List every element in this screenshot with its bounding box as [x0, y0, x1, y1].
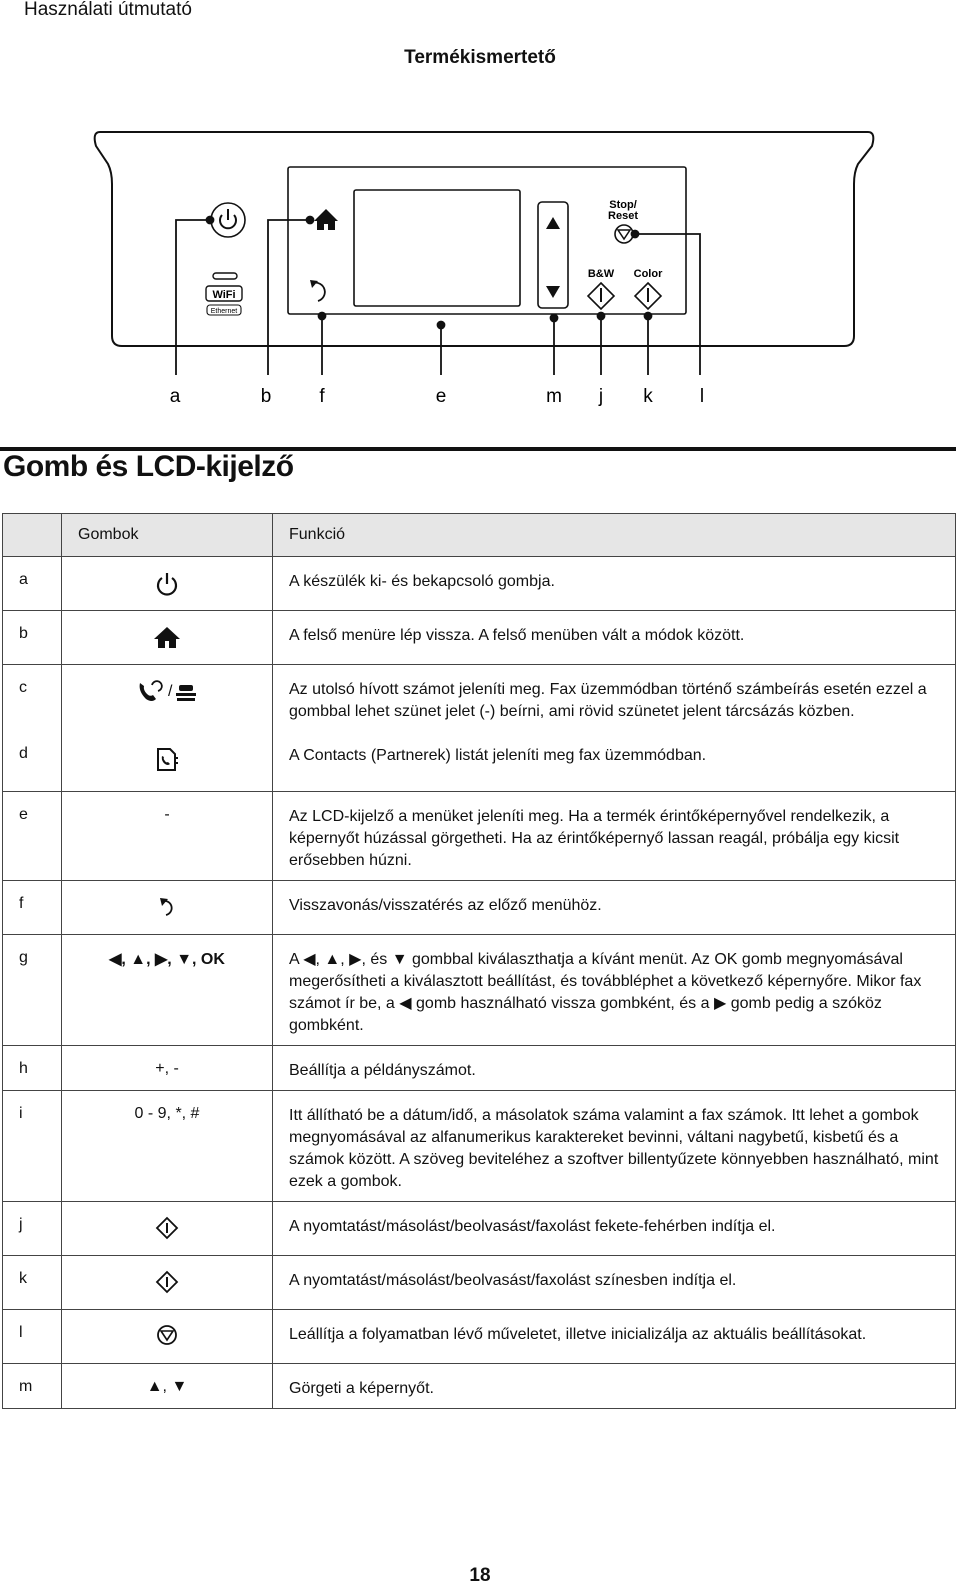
table-row: [3, 665, 956, 732]
table-row: [3, 880, 956, 934]
control-panel-diagram: [0, 120, 960, 420]
ethernet-label: Ethernet: [210, 308, 238, 315]
table-row: [3, 731, 956, 791]
row-button: [62, 611, 273, 665]
row-key: f: [3, 880, 62, 934]
up-arrow-icon: [546, 217, 560, 229]
row-function: A ◀, ▲, ▶, és ▼ gombbal kiválaszthatja a kívánt menüt. Az OK gomb megnyomásával megerősítheti a kiválasztott beállítást, és továbbléphet a következő képernyőre. Mikor fax számot ír be, a ◀ gomb használható vissza gombként, és a ▶ gomb pedig a szóköz gombként.: [273, 934, 956, 1045]
section-heading: Gomb és LCD-kijelző: [3, 450, 294, 483]
row-function: Görgeti a képernyőt.: [273, 1363, 956, 1408]
row-button: [62, 665, 273, 732]
power-icon: [211, 203, 245, 237]
home-icon: [153, 625, 181, 649]
row-key: a: [3, 557, 62, 611]
row-button: [62, 1255, 273, 1309]
stop-reset-label-line1: Stop/: [609, 199, 637, 211]
row-button: ▲, ▼: [62, 1363, 273, 1408]
row-function: Leállítja a folyamatban lévő műveletet, illetve inicializálja az aktuális beállításokat.: [273, 1309, 956, 1363]
callout-b: b: [260, 386, 272, 407]
svg-text:/: /: [168, 683, 173, 700]
row-key: g: [3, 934, 62, 1045]
wifi-icon: WiFi: [212, 289, 236, 301]
row-button: +, -: [62, 1045, 273, 1090]
back-icon: [157, 895, 177, 917]
row-key: j: [3, 1201, 62, 1255]
callout-a: a: [169, 386, 181, 407]
table-row: [3, 1363, 956, 1408]
table-row: [3, 1201, 956, 1255]
row-function: Visszavonás/visszatérés az előző menühöz.: [273, 880, 956, 934]
down-arrow-icon: [546, 286, 560, 298]
table-header-row: [3, 514, 956, 557]
callout-l: l: [699, 386, 705, 407]
bw-label: B&W: [587, 268, 615, 280]
row-function: A Contacts (Partnerek) listát jeleníti meg fax üzemmódban.: [273, 731, 956, 791]
row-function: Beállítja a példányszámot.: [273, 1045, 956, 1090]
table-header-function: Funkció: [273, 514, 956, 557]
color-label: Color: [633, 268, 663, 280]
row-function: Itt állítható be a dátum/idő, a másolatok száma valamint a fax számok. Itt lehet a gombok megnyomásával az alfanumerikus karaktereket bevinni, váltani nagybetű, kisbetű és a számok között. A szöveg beviteléhez a szoftver billentyűzete könnyebben használható, mint ezek a gombok.: [273, 1090, 956, 1201]
row-function: A nyomtatást/másolást/beolvasást/faxolást színesben indítja el.: [273, 1255, 956, 1309]
section-title: Termékismertető: [404, 47, 556, 68]
table-row: [3, 1045, 956, 1090]
callout-j: j: [598, 386, 604, 407]
row-button: [62, 731, 273, 791]
row-button: 0 - 9, *, #: [62, 1090, 273, 1201]
start-icon: [155, 1270, 179, 1294]
document-header-title: Használati útmutató: [24, 0, 192, 20]
table-row: [3, 934, 956, 1045]
row-button: [62, 557, 273, 611]
table-row: [3, 1255, 956, 1309]
table-row: [3, 557, 956, 611]
table-row: [3, 1309, 956, 1363]
home-icon: [314, 209, 338, 230]
stop-reset-label-line2: Reset: [608, 210, 638, 222]
stop-icon: [156, 1324, 178, 1346]
row-function: Az utolsó hívott számot jeleníti meg. Fax üzemmódban történő számbeírás esetén ezzel a gombbal lehet szünet jelet (-) beírni, ami rövid szünetet jelent tárcsázás közben.: [273, 665, 956, 732]
row-button: [62, 880, 273, 934]
table-header-buttons: Gombok: [62, 514, 273, 557]
row-key: k: [3, 1255, 62, 1309]
row-key: c: [3, 665, 62, 732]
page-number: 18: [469, 1565, 491, 1586]
color-start-icon: [635, 283, 661, 309]
row-key: e: [3, 791, 62, 880]
back-icon: [310, 280, 325, 301]
callout-k: k: [643, 386, 653, 407]
row-function: Az LCD-kijelző a menüket jeleníti meg. Ha a termék érintőképernyővel rendelkezik, a képernyőt húzással görgetheti. Ha az érintőképernyő lassan reagál, próbálja egy kicsit erősebben húzni.: [273, 791, 956, 880]
callout-e: e: [435, 386, 447, 407]
table-row: [3, 611, 956, 665]
row-button: [62, 1201, 273, 1255]
row-key: m: [3, 1363, 62, 1408]
power-icon: [154, 571, 180, 597]
button-function-table: [2, 513, 956, 1409]
row-function: A nyomtatást/másolást/beolvasást/faxolást fekete-fehérben indítja el.: [273, 1201, 956, 1255]
table-row: [3, 1090, 956, 1201]
contacts-icon: [155, 745, 179, 773]
table-row: [3, 791, 956, 880]
row-key: l: [3, 1309, 62, 1363]
start-icon: [155, 1216, 179, 1240]
row-key: b: [3, 611, 62, 665]
row-key: i: [3, 1090, 62, 1201]
redial-pause-icon: [136, 679, 198, 703]
row-button: -: [62, 791, 273, 880]
callout-m: m: [546, 386, 562, 407]
bw-start-icon: [588, 283, 614, 309]
row-button: [62, 1309, 273, 1363]
table-header-key: [3, 514, 62, 557]
row-button: ◀, ▲, ▶, ▼, OK: [62, 934, 273, 1045]
callout-f: f: [319, 386, 325, 407]
stop-icon: [615, 225, 633, 243]
row-key: h: [3, 1045, 62, 1090]
row-function: A felső menüre lép vissza. A felső menüben vált a módok között.: [273, 611, 956, 665]
row-function: A készülék ki- és bekapcsoló gombja.: [273, 557, 956, 611]
row-key: d: [3, 731, 62, 791]
